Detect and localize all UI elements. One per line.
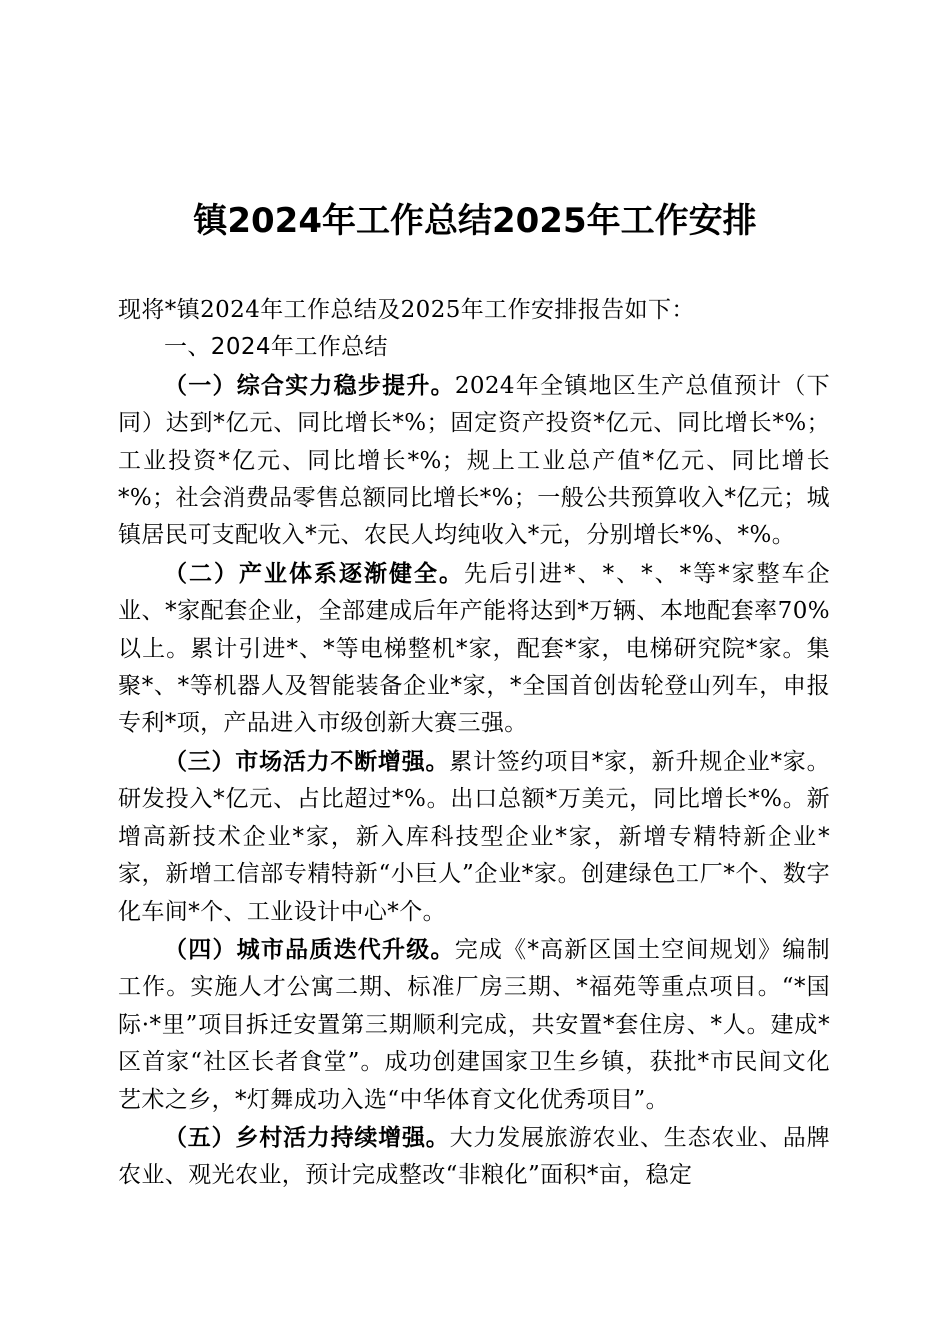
paragraph-text: 先后引进*、*、*、*等*家整车企业、*家配套企业，全部建成后年产能将达到*万辆、本地配套率70%以上。累计引进*、*等电梯整机*家，配套*家，电梯研究院*家。集聚*、*等机器人及智能装备企业*家，*全国首创齿轮登山列车，申报专利*项，产品进入市级创新大赛三强。 <box>118 560 830 737</box>
paragraph-4 <box>118 931 830 1119</box>
paragraph-lead: （一）综合实力稳步提升。 <box>164 371 455 399</box>
document-body <box>118 292 830 1195</box>
paragraph-lead: （四）城市品质迭代升级。 <box>164 935 455 963</box>
paragraph-5 <box>118 1119 830 1195</box>
paragraph-text: 大力发展旅游农业、生态农业、品牌农业、观光农业，预计完成整改“非粮化”面积*亩，稳定 <box>118 1124 830 1189</box>
paragraph-1 <box>118 367 830 555</box>
paragraph-lead: （二）产业体系逐渐健全。 <box>164 559 465 587</box>
paragraph-text: 完成《*高新区国土空间规划》编制工作。实施人才公寓二期、标准厂房三期、*福苑等重点项目。“*国际·*里”项目拆迁安置第三期顺利完成，共安置*套住房、*人。建成*区首家“社区长者食堂”。成功创建国家卫生乡镇，获批*市民间文化艺术之乡，*灯舞成功入选“中华体育文化优秀项目”。 <box>118 936 830 1113</box>
paragraph-text: 累计签约项目*家，新升规企业*家。研发投入*亿元、占比超过*%。出口总额*万美元，同比增长*%。新增高新技术企业*家，新入库科技型企业*家，新增专精特新企业*家，新增工信部专精特新“小巨人”企业*家。创建绿色工厂*个、数字化车间*个、工业设计中心*个。 <box>118 748 830 925</box>
paragraph-2 <box>118 555 830 743</box>
section-heading: 一、2024年工作总结 <box>164 334 388 361</box>
paragraph-text: 2024年全镇地区生产总值预计（下同）达到*亿元、同比增长*%；固定资产投资*亿元、同比增长*%；工业投资*亿元、同比增长*%；规上工业总产值*亿元、同比增长*%；社会消费品零售总额同比增长*%；一般公共预算收入*亿元；城镇居民可支配收入*元、农民人均纯收入*元，分别增长*%、*%。 <box>118 372 831 549</box>
paragraph-3 <box>118 743 830 931</box>
paragraph-lead: （三）市场活力不断增强。 <box>164 747 450 775</box>
document-title: 镇2024年工作总结2025年工作安排 <box>193 201 757 241</box>
paragraph-lead: （五）乡村活力持续增强。 <box>164 1123 450 1151</box>
intro-paragraph: 现将*镇2024年工作总结及2025年工作安排报告如下： <box>118 297 695 323</box>
